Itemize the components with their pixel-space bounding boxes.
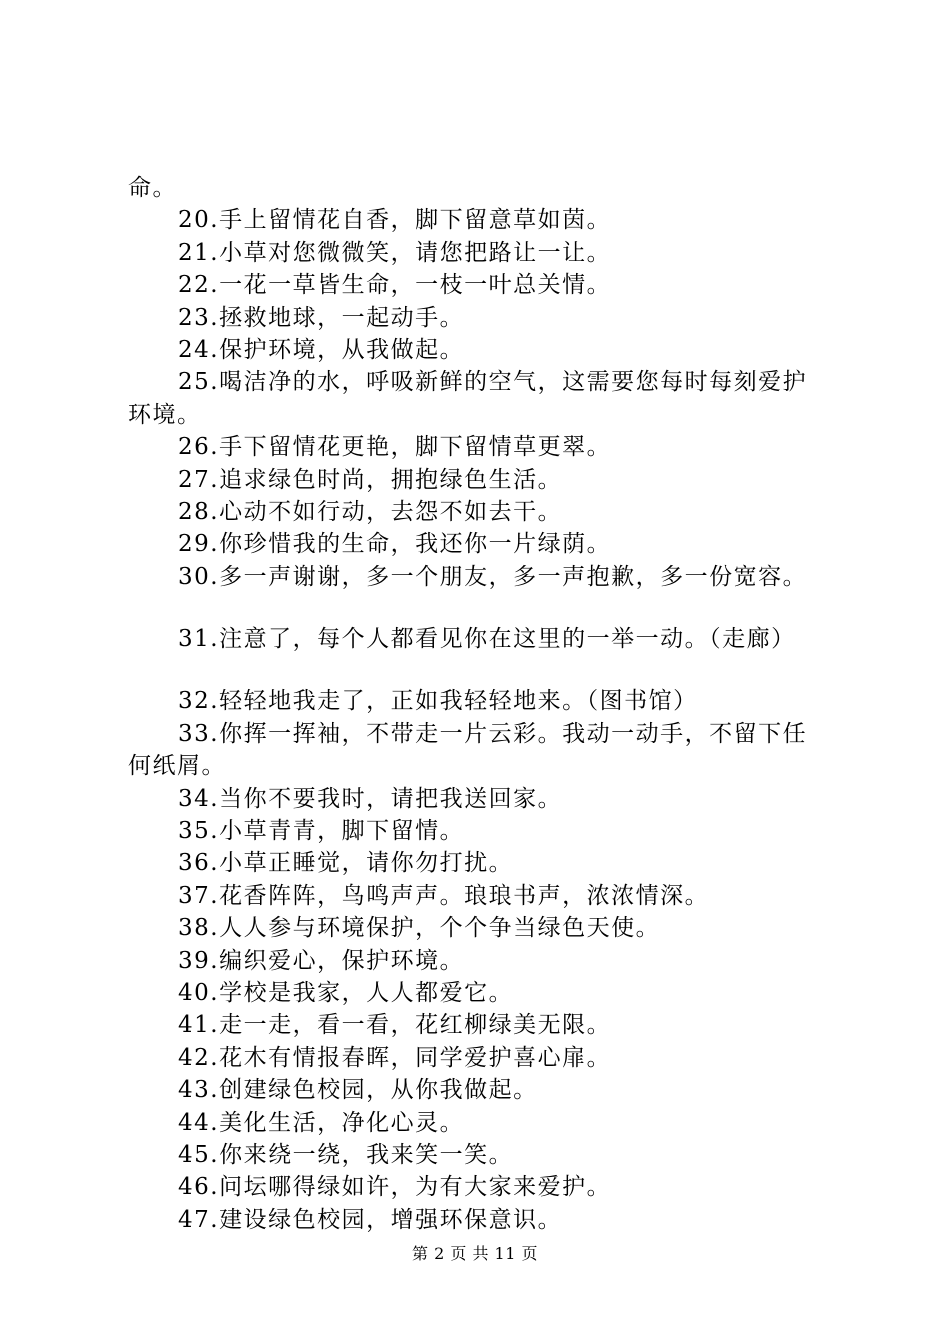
slogan-item-38: 38.人人参与环境保护，个个争当绿色天使。 [178, 915, 661, 942]
slogan-item-40: 40.学校是我家，人人都爱它。 [178, 979, 514, 1006]
slogan-item-33: 33.你挥一挥袖，不带走一片云彩。我动一动手，不留下任 [178, 720, 808, 747]
slogan-item-35: 35.小草青青，脚下留情。 [178, 818, 465, 845]
slogan-item-26: 26.手下留情花更艳，脚下留情草更翠。 [178, 434, 612, 461]
slogan-item-36: 36.小草正睡觉，请你勿打扰。 [178, 850, 514, 877]
slogan-item-37: 37.花香阵阵，鸟鸣声声。琅琅书声，浓浓情深。 [178, 882, 710, 909]
slogan-item-27: 27.追求绿色时尚，拥抱绿色生活。 [178, 466, 563, 493]
slogan-item-43: 43.创建绿色校园，从你我做起。 [178, 1077, 538, 1104]
document-body [128, 172, 828, 1236]
slogan-item-32: 32.轻轻地我走了，正如我轻轻地来。（图书馆） [178, 688, 698, 715]
slogan-item-25: 25.喝洁净的水，呼吸新鲜的空气，这需要您每时每刻爱护 [178, 369, 808, 396]
slogan-item-42: 42.花木有情报春晖，同学爱护喜心扉。 [178, 1044, 612, 1071]
slogan-item-22: 22.一花一草皆生命，一枝一叶总关情。 [178, 272, 612, 299]
slogan-item-44: 44.美化生活，净化心灵。 [178, 1109, 465, 1136]
slogan-item-21: 21.小草对您微微笑，请您把路让一让。 [178, 239, 612, 266]
slogan-item-33-continued: 何纸屑。 [128, 753, 226, 780]
slogan-item-30: 30.多一声谢谢，多一个朋友，多一声抱歉，多一份宽容。 [178, 563, 808, 590]
text-line: 命。 [128, 175, 177, 201]
slogan-item-47: 47.建设绿色校园，增强环保意识。 [178, 1206, 563, 1233]
slogan-item-24: 24.保护环境，从我做起。 [178, 336, 465, 363]
slogan-item-41: 41.走一走，看一看，花红柳绿美无限。 [178, 1012, 612, 1039]
slogan-item-45: 45.你来绕一绕，我来笑一笑。 [178, 1141, 514, 1168]
slogan-item-23: 23.拯救地球，一起动手。 [178, 304, 465, 331]
slogan-item-46: 46.问坛哪得绿如许，为有大家来爱护。 [178, 1174, 612, 1201]
slogan-item-34: 34.当你不要我时，请把我送回家。 [178, 785, 563, 812]
page-number-footer: 第 2 页 共 11 页 [412, 1244, 538, 1263]
slogan-item-25-continued: 环境。 [128, 401, 202, 428]
slogan-item-39: 39.编织爱心，保护环境。 [178, 947, 465, 974]
slogan-item-29: 29.你珍惜我的生命，我还你一片绿荫。 [178, 531, 612, 558]
slogan-item-31: 31.注意了，每个人都看见你在这里的一举一动。（走廊） [178, 626, 796, 653]
slogan-item-28: 28.心动不如行动，去怨不如去干。 [178, 498, 563, 525]
slogan-item-20: 20.手上留情花自香，脚下留意草如茵。 [178, 207, 612, 234]
